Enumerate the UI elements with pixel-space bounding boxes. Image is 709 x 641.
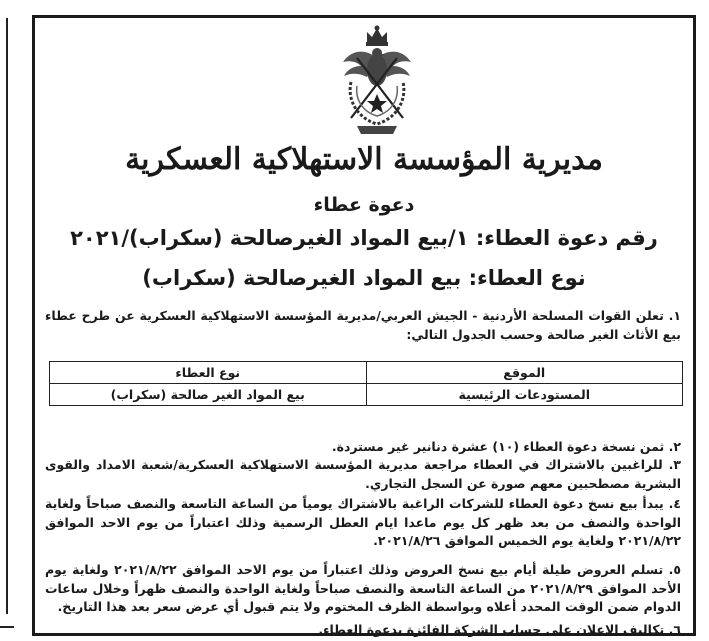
paragraph-1: ١. تعلن القوات المسلحة الأردنية - الجيش العربي/مديرية المؤسسة الاستهلاكية العسكرية عن طرح عطاء بيع الأثاث الغير صالحة وحسب الجدول التالي:	[45, 308, 681, 342]
table-cell-location: المستودعات الرئيسية	[366, 384, 683, 406]
table-header-row	[50, 362, 683, 384]
table-cell-tender-type: بيع المواد الغير صالحة (سكراب)	[50, 384, 367, 406]
organization-title: مديرية المؤسسة الاستهلاكية العسكرية	[125, 142, 603, 177]
table-row	[50, 384, 683, 406]
tender-type: نوع العطاء: بيع المواد الغيرصالحة (سكراب)	[142, 266, 586, 290]
left-page-edge	[0, 18, 8, 614]
paragraph-3: ٣. للراغبين بالاشتراك في العطاء مراجعة مديرية المؤسسة الاستهلاكية العسكرية/شعبة الامداد والقوى البشرية مصطحبين معهم صورة عن السجل التجاري.	[45, 457, 681, 491]
tender-number: رقم دعوة العطاء: ١/بيع المواد الغيرصالحة (سكراب)/٢٠٢١	[70, 226, 658, 250]
table-header-location: الموقع	[366, 362, 683, 384]
paragraph-5: ٥. تسلم العروض طيلة أيام بيع نسخ العروض وذلك اعتباراً من يوم الاحد الموافق ٢٠٢١/٨/٢٢ ولغاية يوم الأحد الموافق ٢٠٢١/٨/٢٩ من الساعة التاسعة والنصف صباحاً ولغاية الواحدة والنصف ظهراً وخلال ساعات الدوام ضمن الوقت المحدد أعلاه وبواسطة الظرف المختوم ولا يتم قبول أي عرض سعر بعد هذا التاريخ.	[45, 562, 681, 614]
jordan-armed-forces-emblem-icon	[337, 22, 417, 140]
page-edge-mark	[0, 626, 14, 628]
announcement-frame	[32, 15, 696, 636]
paragraph-6: ٦. تكاليف الاعلان على حساب الشركة الفائزة بدعوة العطاء.	[318, 622, 681, 637]
paragraph-4: ٤. يبدأ بيع نسخ دعوة العطاء للشركات الراغبة بالاشتراك يومياً من الساعة التاسعة والنصف صباحاً ولغاية الواحدة والنصف من بعد ظهر كل يوم ماعدا ايام العطل الرسمية وذلك اعتباراً من يوم الاحد الموافق ٢٠٢١/٨/٢٢ ولغاية يوم الخميس الموافق ٢٠٢١/٨/٢٦.	[45, 496, 681, 548]
tender-label: دعوة عطاء	[313, 194, 415, 216]
paragraph-2: ٢. ثمن نسخة دعوة العطاء (١٠) عشرة دنانير غير مستردة.	[331, 439, 681, 454]
tender-table	[49, 361, 683, 406]
table-header-tender-type: نوع العطاء	[50, 362, 367, 384]
